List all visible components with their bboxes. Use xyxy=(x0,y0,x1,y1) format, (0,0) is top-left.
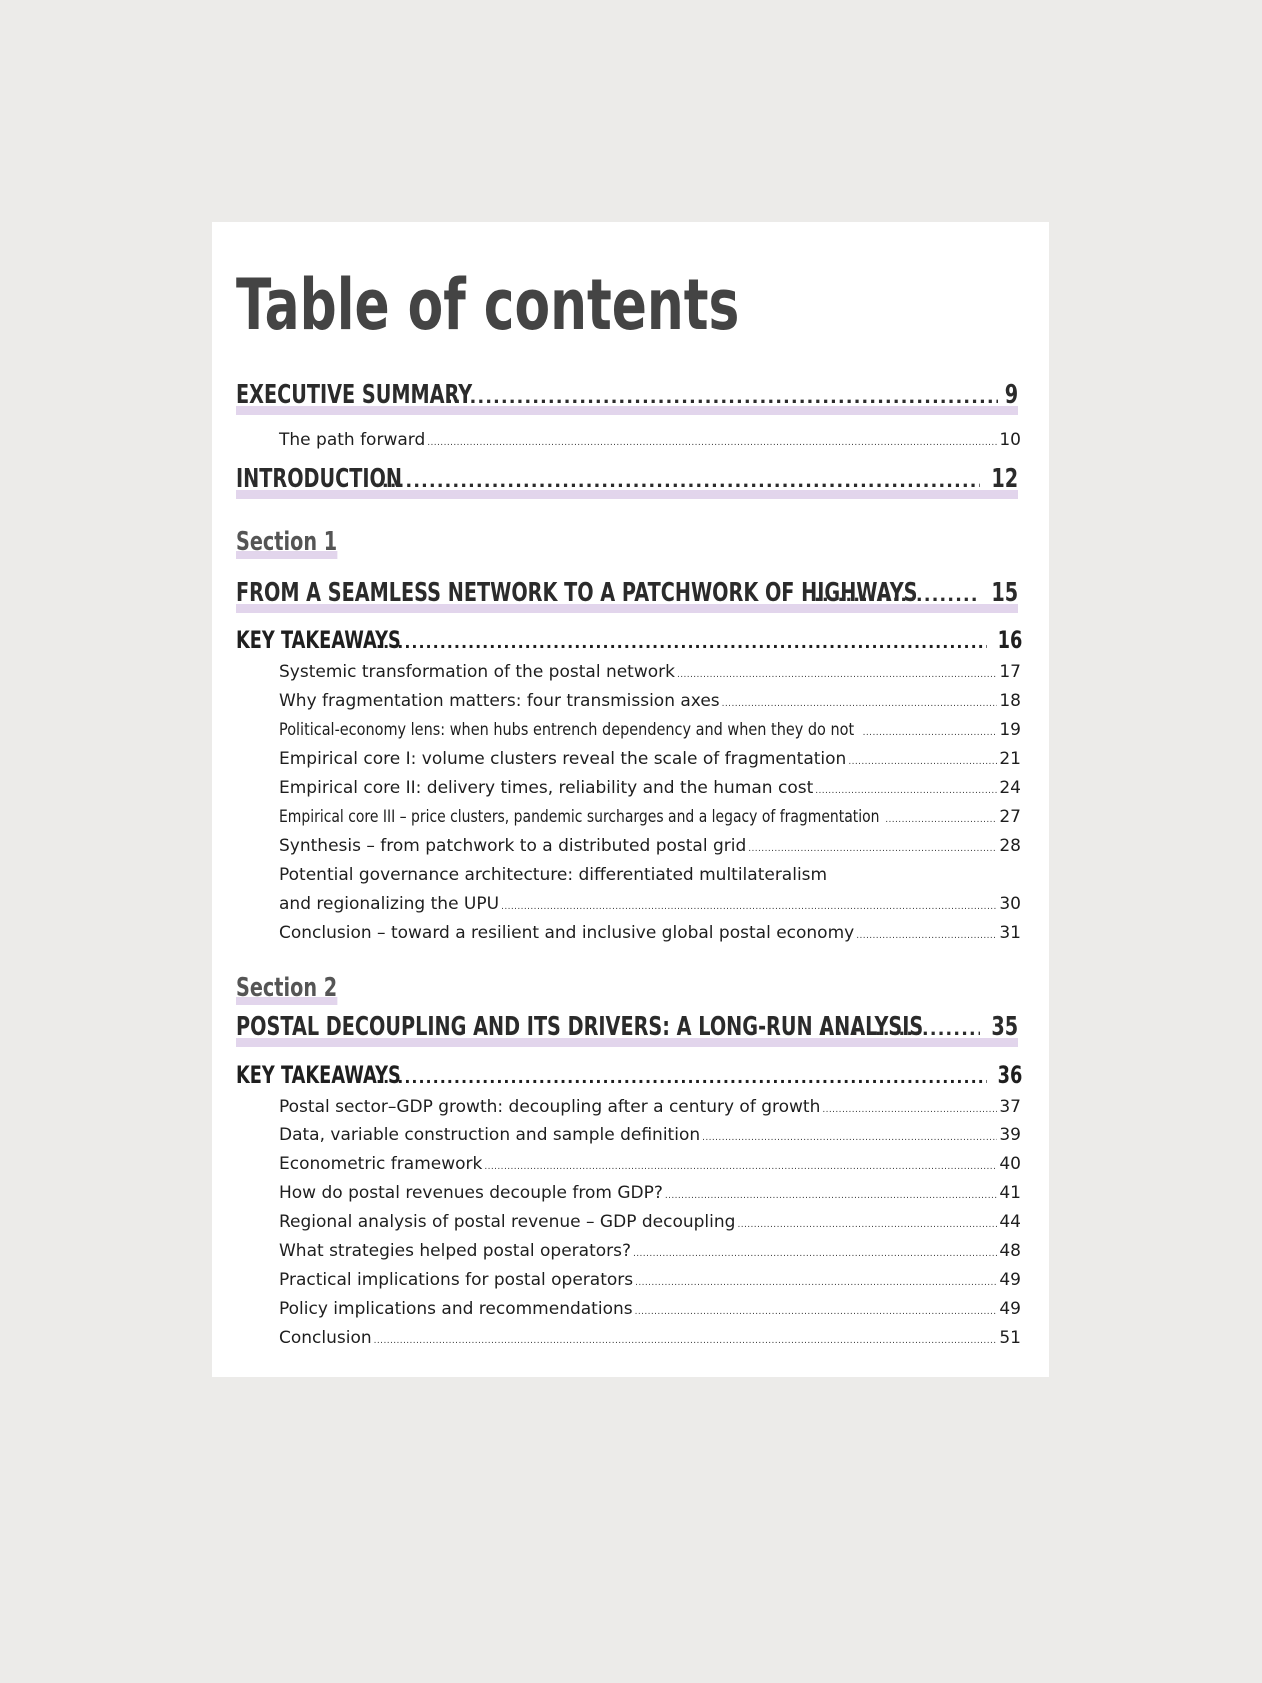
toc-entry-label: Data, variable construction and sample definition xyxy=(279,1125,701,1145)
toc-entry[interactable] xyxy=(279,921,1021,948)
toc-entry-label: Empirical core II: delivery times, reliability and the human cost xyxy=(279,778,814,798)
toc-entry-key-takeaways-1[interactable] xyxy=(236,624,1022,659)
toc-entry[interactable] xyxy=(279,805,1021,832)
toc-entry[interactable] xyxy=(279,1297,1021,1324)
toc-entry-label: and regionalizing the UPU xyxy=(279,894,500,914)
toc-page-number: 28 xyxy=(999,836,1021,856)
toc-entry[interactable] xyxy=(279,892,1021,919)
dot-leader xyxy=(665,1184,997,1208)
toc-page-number: 21 xyxy=(999,749,1021,769)
toc-page-number: 18 xyxy=(999,691,1021,711)
toc-entry-label: The path forward xyxy=(279,430,426,450)
dot-leader xyxy=(815,779,997,803)
toc-entry[interactable] xyxy=(279,1268,1021,1295)
toc-page-number: 9 xyxy=(1004,380,1018,410)
toc-entry-executive-summary[interactable] xyxy=(236,378,1018,415)
toc-entry-label: Postal sector–GDP growth: decoupling after a century of growth xyxy=(279,1097,821,1117)
dot-leader xyxy=(427,431,997,455)
toc-page-number: 30 xyxy=(999,894,1021,914)
toc-page-number: 19 xyxy=(999,720,1021,740)
section-label-2: Section 2 xyxy=(236,973,338,1003)
page-title: Table of contents xyxy=(236,264,740,346)
toc-page-number: 24 xyxy=(999,778,1021,798)
dot-leader xyxy=(446,381,998,415)
toc-entry-label: Systemic transformation of the postal network xyxy=(279,662,675,682)
dot-leader xyxy=(885,808,997,832)
toc-entry-label: Empirical core I: volume clusters reveal the scale of fragmentation xyxy=(279,749,847,769)
toc-entry[interactable] xyxy=(279,1095,1021,1122)
toc-page-number: 39 xyxy=(999,1125,1021,1145)
toc-entry-label: FROM A SEAMLESS NETWORK TO A PATCHWORK OF HIGHWAYS xyxy=(236,578,918,608)
dot-leader xyxy=(848,750,997,774)
dot-leader xyxy=(501,895,997,919)
section-label-1: Section 1 xyxy=(236,527,338,557)
toc-entry[interactable] xyxy=(279,834,1021,861)
toc-page-number: 27 xyxy=(999,807,1021,827)
dot-leader xyxy=(702,1126,997,1150)
toc-entry-path-forward[interactable] xyxy=(279,428,1021,455)
toc-entry-label: KEY TAKEAWAYS xyxy=(236,1061,401,1089)
toc-entry[interactable] xyxy=(279,747,1021,774)
dot-leader xyxy=(376,627,987,659)
toc-page-number: 48 xyxy=(999,1241,1021,1261)
dot-leader xyxy=(722,692,998,716)
document-page xyxy=(212,222,1049,1377)
dot-leader xyxy=(376,1062,987,1094)
toc-entry-label: INTRODUCTION xyxy=(236,464,403,494)
toc-page-number: 40 xyxy=(999,1154,1021,1174)
toc-page-number: 41 xyxy=(999,1183,1021,1203)
toc-entry-label: Policy implications and recommendations xyxy=(279,1299,633,1319)
dot-leader xyxy=(484,1155,997,1179)
toc-entry-key-takeaways-2[interactable] xyxy=(236,1059,1022,1094)
toc-entry[interactable] xyxy=(279,718,1021,745)
toc-entry-label: POSTAL DECOUPLING AND ITS DRIVERS: A LONG-RUN ANALYSIS xyxy=(236,1012,924,1042)
toc-entry[interactable] xyxy=(279,1239,1021,1266)
toc-entry[interactable] xyxy=(279,689,1021,716)
toc-page-number: 36 xyxy=(997,1061,1022,1089)
toc-entry[interactable] xyxy=(279,1123,1021,1150)
toc-entry-label: KEY TAKEAWAYS xyxy=(236,626,401,654)
toc-entry-label: What strategies helped postal operators? xyxy=(279,1241,632,1261)
toc-entry-section2-heading[interactable] xyxy=(236,1010,1018,1047)
toc-page-number: 37 xyxy=(999,1097,1021,1117)
dot-leader xyxy=(737,1213,997,1237)
dot-leader xyxy=(863,721,998,745)
toc-entry-label: Practical implications for postal operators xyxy=(279,1270,634,1290)
dot-leader xyxy=(635,1300,998,1324)
toc-page-number: 44 xyxy=(999,1212,1021,1232)
toc-entry-label: How do postal revenues decouple from GDP? xyxy=(279,1183,663,1203)
toc-entry-label: Econometric framework xyxy=(279,1154,483,1174)
toc-page-number: 17 xyxy=(999,662,1021,682)
toc-page-number: 49 xyxy=(999,1299,1021,1319)
dot-leader xyxy=(677,663,997,687)
toc-entry-label: Political-economy lens: when hubs entrench dependency and when they do not xyxy=(279,720,855,740)
toc-entry-section1-heading[interactable] xyxy=(236,576,1018,613)
toc-page-number: 12 xyxy=(991,464,1018,494)
dot-leader xyxy=(748,837,997,861)
dot-leader xyxy=(633,1242,997,1266)
toc-entry-label: Conclusion – toward a resilient and inclusive global postal economy xyxy=(279,923,855,943)
toc-entry[interactable] xyxy=(279,776,1021,803)
dot-leader xyxy=(635,1271,997,1295)
toc-page-number: 51 xyxy=(999,1328,1021,1348)
toc-entry-label: Why fragmentation matters: four transmission axes xyxy=(279,691,720,711)
toc-entry-label: Conclusion xyxy=(279,1328,372,1348)
dot-leader xyxy=(374,1329,998,1353)
toc-page-number: 35 xyxy=(991,1012,1018,1042)
toc-entry[interactable] xyxy=(279,1152,1021,1179)
toc-page-number: 31 xyxy=(999,923,1021,943)
toc-entry[interactable] xyxy=(279,1181,1021,1208)
toc-entry[interactable] xyxy=(279,1210,1021,1237)
toc-entry[interactable] xyxy=(279,1326,1021,1353)
toc-page-number: 15 xyxy=(991,578,1018,608)
dot-leader xyxy=(822,1098,997,1122)
toc-page-number: 16 xyxy=(997,626,1022,654)
toc-entry-label: Regional analysis of postal revenue – GDP decoupling xyxy=(279,1212,736,1232)
toc-entry[interactable] xyxy=(279,660,1021,687)
toc-entry-label: Empirical core III – price clusters, pandemic surcharges and a legacy of fragmentation xyxy=(279,807,880,827)
dot-leader xyxy=(374,465,980,499)
dot-leader xyxy=(856,924,997,948)
toc-page-number: 49 xyxy=(999,1270,1021,1290)
toc-entry-label: Synthesis – from patchwork to a distributed postal grid xyxy=(279,836,747,856)
toc-entry-label-line: Potential governance architecture: differentiated multilateralism xyxy=(279,865,828,885)
toc-entry-label: EXECUTIVE SUMMARY xyxy=(236,380,473,410)
toc-page-number: 10 xyxy=(999,430,1021,450)
toc-entry-introduction[interactable] xyxy=(236,462,1018,499)
